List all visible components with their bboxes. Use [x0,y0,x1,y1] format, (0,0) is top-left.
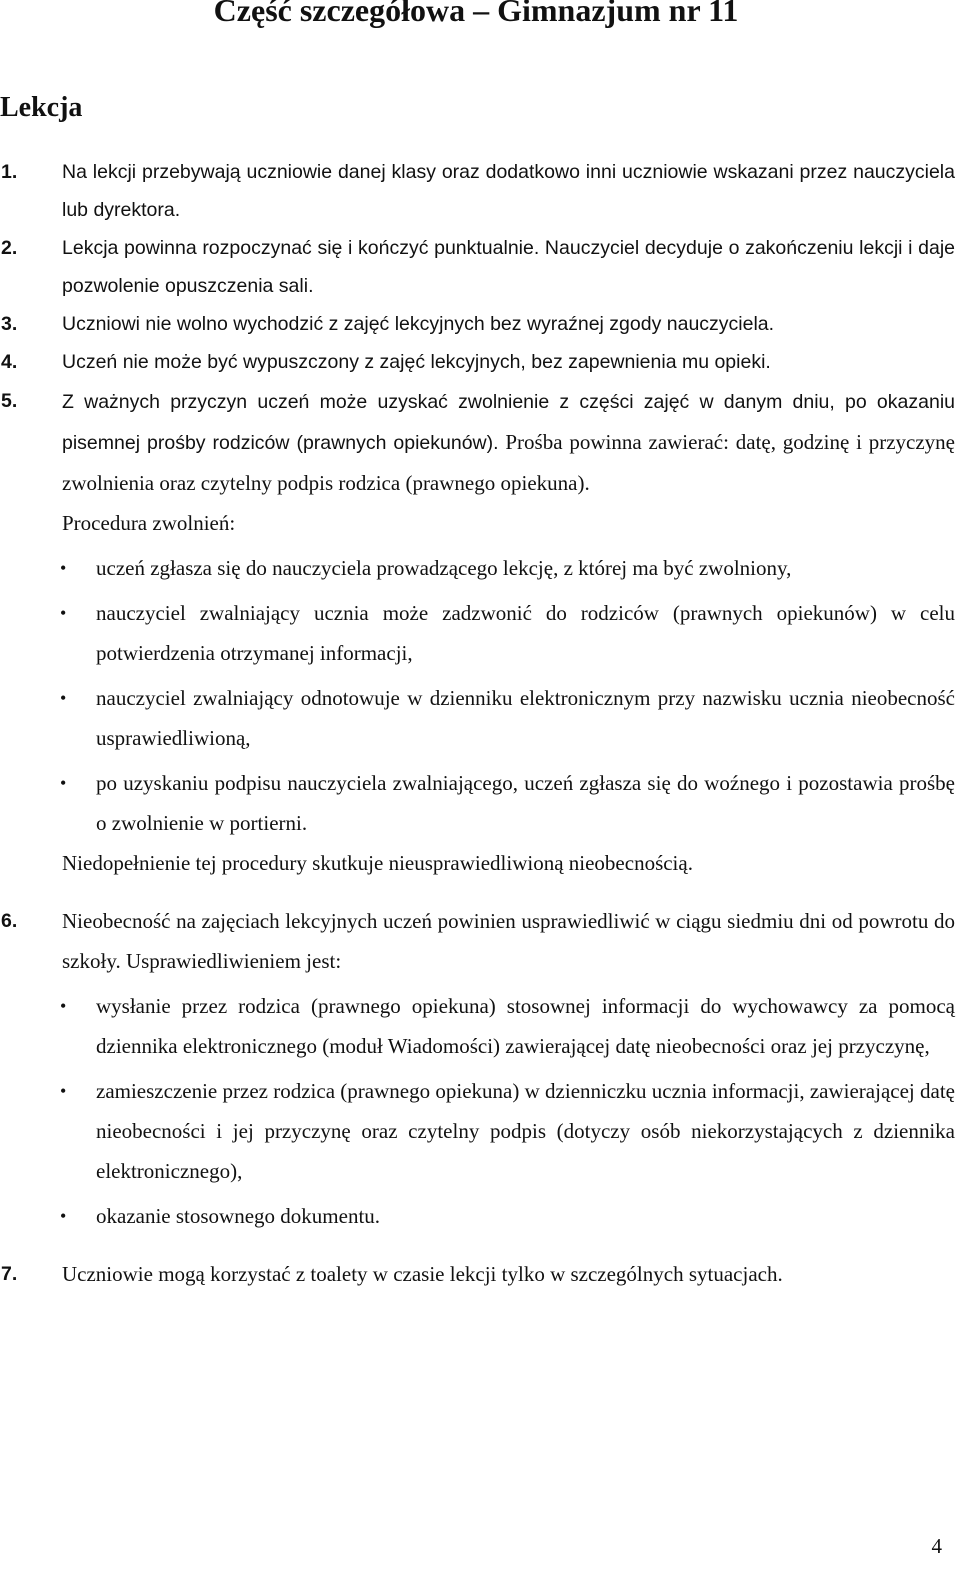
bullet-item [0,763,955,843]
bullet-icon: • [60,558,67,578]
list-item-text: Uczeń nie może być wypuszczony z zajęć lekcyjnych, bez zapewnienia mu opieki. [62,351,771,373]
list-number: 6. [1,910,18,932]
bullet-icon: • [60,996,67,1016]
procedure-label: Procedura zwolnień: [62,511,236,535]
bullet-text: po uzyskaniu podpisu nauczyciela zwalniającego, uczeń zgłasza się do woźnego i pozostawia prośbę o zwolnienie w portierni. [96,771,955,835]
list-number: 1. [1,161,18,183]
list-item-7 [0,1254,955,1294]
document-title: Część szczegółowa – Gimnazjum nr 11 [213,0,739,28]
list-item-text-cont: Prośba powinna zawierać: datę, godzinę i przyczynę zwolnienia oraz czytelny podpis rodzica (prawnego opiekuna). [62,430,956,495]
bullet-text: zamieszczenie przez rodzica (prawnego opiekuna) w dzienniczku ucznia informacji, zawierającej datę nieobecności i jej przyczynę oraz czytelny podpis (dotyczy osób niekorzystających z dziennika elektronicznego), [96,1079,955,1183]
list-item-text: Nieobecność na zajęciach lekcyjnych uczeń powinien usprawiedliwić w ciągu siedmiu dni od powrotu do szkoły. Usprawiedliwieniem jest: [62,909,955,973]
bullet-icon: • [60,773,67,793]
bullet-item [0,593,955,673]
bullet-item [0,1196,955,1236]
page-number: 4 [931,1534,942,1558]
bullet-text: okazanie stosownego dokumentu. [96,1204,381,1228]
bullet-icon: • [60,688,67,708]
bullet-text: wysłanie przez rodzica (prawnego opiekuna) stosownej informacji do wychowawcy za pomocą dziennika elektronicznego (moduł Wiadomości) zawierającej datę nieobecności oraz jej przyczynę, [96,994,955,1058]
list-item-text: Uczniowie mogą korzystać z toalety w czasie lekcji tylko w szczególnych sytuacjach. [62,1262,783,1286]
list-number: 2. [1,237,18,259]
section-title: Lekcja [0,92,83,123]
list-number: 4. [1,351,18,373]
list-item-text: Uczniowi nie wolno wychodzić z zajęć lekcyjnych bez wyraźnej zgody nauczyciela. [62,313,775,335]
bullet-icon: • [60,1206,67,1226]
spacer [0,883,955,901]
bullet-item [0,986,955,1066]
bullet-item [0,678,955,758]
bullet-text: uczeń zgłasza się do nauczyciela prowadzącego lekcję, z której ma być zwolniony, [96,556,792,580]
list-number: 5. [1,390,18,412]
bullet-icon: • [60,603,67,623]
document-body [0,153,955,1294]
list-item-5 [0,381,955,503]
list-item-text: Z ważnych przyczyn uczeń może uzyskać zwolnienie z części zajęć w danym dniu, po okazaniu pisemnej prośby rodziców (prawnych opiekunów). [62,391,955,454]
bullet-text: nauczyciel zwalniający odnotowuje w dzienniku elektronicznym przy nazwisku ucznia nieobecność usprawiedliwioną, [96,686,955,750]
bullet-item [0,1071,955,1191]
procedure-footer: Niedopełnienie tej procedury skutkuje nieusprawiedliwioną nieobecnością. [62,851,693,875]
bullet-icon: • [60,1081,67,1101]
list-number: 3. [1,313,18,335]
spacer [0,1236,955,1254]
list-item-text: Lekcja powinna rozpoczynać się i kończyć punktualnie. Nauczyciel decyduje o zakończeniu lekcji i daje pozwolenie opuszczenia sali. [62,237,955,297]
list-item-4 [0,343,955,381]
list-item-1 [0,153,955,229]
list-item-2 [0,229,955,305]
list-item-3 [0,305,955,343]
list-item-6 [0,901,955,981]
bullet-text: nauczyciel zwalniający ucznia może zadzwonić do rodziców (prawnych opiekunów) w celu potwierdzenia otrzymanej informacji, [96,601,955,665]
list-number: 7. [1,1263,18,1285]
bullet-item [0,548,955,588]
list-item-text: Na lekcji przebywają uczniowie danej klasy oraz dodatkowo inni uczniowie wskazani przez nauczyciela lub dyrektora. [62,161,955,221]
